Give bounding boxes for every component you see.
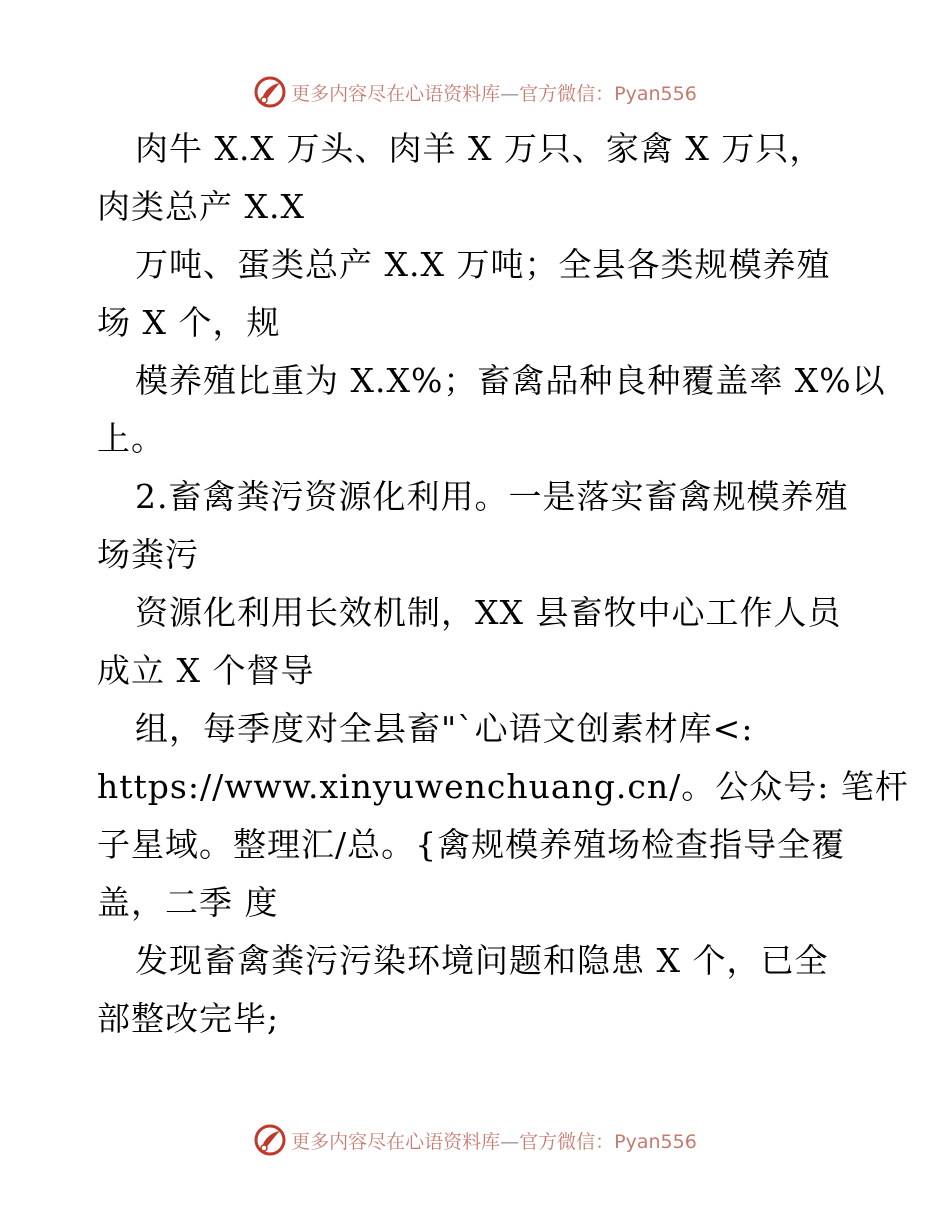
header-dash: — (500, 82, 520, 105)
body-line: 肉类总产 X.X (97, 187, 305, 226)
header-slogan: 更多内容尽在心语资料库 (291, 82, 501, 105)
body-line: 组，每季度对全县畜"`心语文创素材库<: (135, 709, 754, 748)
body-line: 部整改完毕; (97, 999, 280, 1038)
footer-banner-text (291, 1127, 697, 1154)
body-line: https://www.xinyuwenchuang.cn/。公众号: 笔杆 (97, 767, 909, 806)
header-banner (0, 72, 950, 112)
body-line: 万吨、蛋类总产 X.X 万吨；全县各类规模养殖 (135, 245, 831, 284)
footer-dash: — (500, 1130, 520, 1153)
body-line: 成立 X 个督导 (97, 651, 315, 690)
body-line: 资源化利用长效机制，XX 县畜牧中心工作人员 (135, 593, 842, 632)
header-banner-text (291, 79, 697, 106)
body-line: 肉牛 X.X 万头、肉羊 X 万只、家禽 X 万只， (135, 129, 824, 168)
footer-slogan: 更多内容尽在心语资料库 (291, 1130, 501, 1153)
body-line: 发现畜禽粪污污染环境问题和隐患 X 个，已全 (135, 941, 829, 980)
logo-icon (253, 75, 287, 109)
body-line: 场粪污 (97, 535, 199, 574)
body-line: 模养殖比重为 X.X%；畜禽品种良种覆盖率 X%以 (135, 361, 886, 400)
body-line: 盖，二季 度 (97, 883, 279, 922)
body-line: 上。 (97, 419, 165, 458)
body-line: 2.畜禽粪污资源化利用。一是落实畜禽规模养殖 (135, 477, 849, 516)
body-line: 场 X 个，规 (97, 303, 281, 342)
footer-banner (0, 1120, 950, 1160)
body-line: 子星域。整理汇/总。{禽规模养殖场检查指导全覆 (97, 825, 846, 864)
footer-wechat: 官方微信：Pyan556 (519, 1130, 697, 1153)
logo-icon (253, 1123, 287, 1157)
header-wechat: 官方微信：Pyan556 (519, 82, 697, 105)
